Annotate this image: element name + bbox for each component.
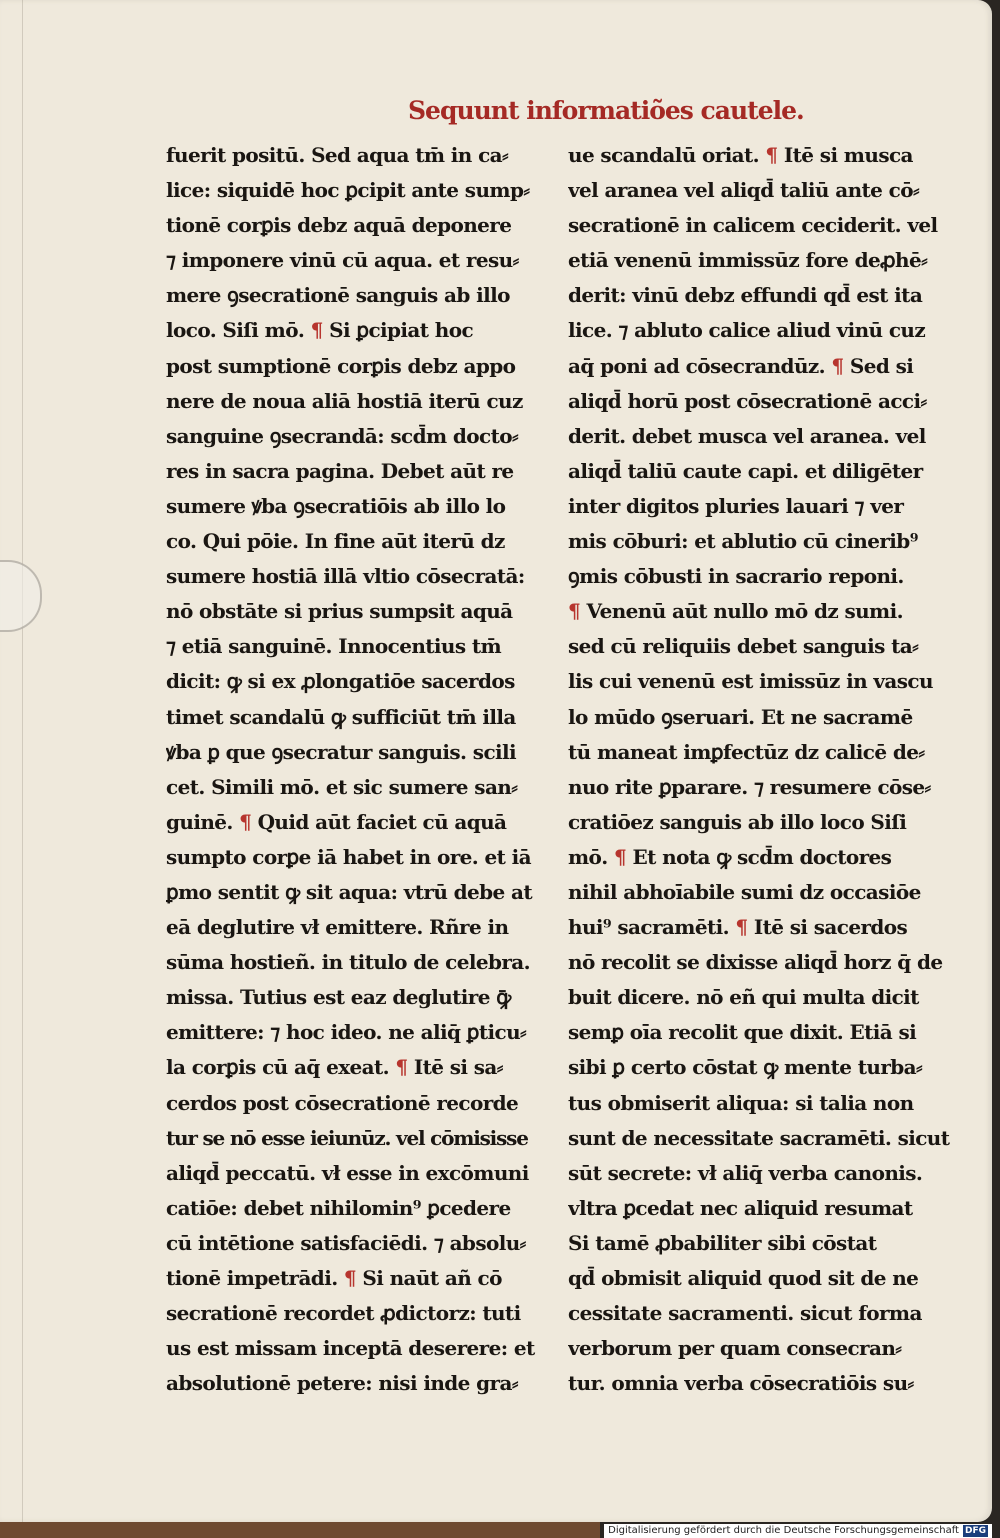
text-line: sed cū reliquiis debet sanguis ta⸗: [568, 634, 919, 659]
text-line: tur se nō esse ieiunūz. vel cōmisisse: [166, 1125, 528, 1150]
text-line: mere ꝯsecrationē sanguis ab illo: [166, 283, 510, 308]
text-line: verborum per quam consecran⸗: [568, 1336, 902, 1361]
text-line: nihil abhoīabile sumi dz occasiōe: [568, 879, 921, 904]
text-line: lice: siquidē hoc ꝑcipit ante sump⸗: [166, 178, 530, 203]
text-line: sunt de necessitate sacramēti. sicut: [568, 1125, 950, 1150]
text-line: sumere ꝟba ꝯsecratiōis ab illo lo: [166, 493, 506, 518]
paragraph-mark: ¶: [765, 143, 778, 167]
text-line: tus obmiserit aliqua: si talia non: [568, 1090, 914, 1115]
text-line: hui⁹ sacramēti. ¶ Itē si sacerdos: [568, 915, 908, 940]
dfg-logo: DFG: [964, 1526, 986, 1536]
text-line: cerdos post cōsecrationē recorde: [166, 1090, 519, 1115]
text-line: sanguine ꝯsecrandā: scd̄m docto⸗: [166, 423, 519, 448]
text-line: nō recolit se dixisse aliqd̄ horz q̄ de: [568, 950, 943, 975]
text-line: ue scandalū oriat. ¶ Itē si musca: [568, 143, 913, 167]
page-clip: [0, 560, 42, 632]
text-line: nere de noua aliā hostiā iterū cuz: [166, 388, 523, 413]
digitization-credit: [604, 1524, 992, 1538]
text-column-left: [166, 138, 548, 1401]
paragraph-mark: ¶: [614, 844, 627, 869]
text-line: vel aranea vel aliqd̄ taliū ante cō⸗: [568, 178, 920, 203]
text-line: mis cōburi: et ablutio cū cinerib⁹: [568, 529, 918, 554]
text-line: ꝑmo sentit ꝙ sit aqua: vtrū debe at: [166, 879, 533, 904]
text-column-right: [568, 138, 950, 1401]
text-line: nuo rite ꝑparare. ⁊ resumere cōse⸗: [568, 774, 931, 799]
text-line: Si tamē ꝓbabiliter sibi cōstat: [568, 1230, 877, 1255]
credit-text: Digitalisierung gefördert durch die Deutsche Forschungsgemeinschaft: [608, 1525, 959, 1536]
paragraph-mark: ¶: [239, 809, 252, 834]
text-line: guinē. ¶ Quid aūt faciet cū aquā: [166, 809, 507, 834]
text-line: sibi ꝑ certo cōstat ꝙ mente turba⸗: [568, 1055, 923, 1080]
text-line: buit dicere. nō eñ qui multa dicit: [568, 985, 919, 1010]
paragraph-mark: ¶: [310, 318, 323, 343]
paragraph-mark: ¶: [735, 915, 748, 940]
text-line: cū intētione satisfaciēdi. ⁊ absolu⸗: [166, 1230, 526, 1255]
running-head: Sequunt informatiões cautele.: [408, 96, 804, 125]
text-line: sumpto corꝑe iā habet in ore. et iā: [166, 844, 531, 869]
text-line: ⁊ etiā sanguinē. Innocentius tm̄: [166, 634, 502, 659]
text-line: tionē corꝑis debz aquā deponere: [166, 213, 512, 238]
text-line: sūma hostieñ. in titulo de celebra.: [166, 950, 531, 975]
text-line: cessitate sacramenti. sicut forma: [568, 1301, 922, 1326]
text-line: etiā venenū immissūz fore deꝓhē⸗: [568, 248, 928, 273]
text-line: lis cui venenū est imissūz in vascu: [568, 669, 933, 694]
text-line: cet. Simili mō. et sic sumere san⸗: [166, 774, 518, 799]
paragraph-mark: ¶: [568, 599, 581, 624]
text-line: derit. debet musca vel aranea. vel: [568, 423, 926, 448]
text-line: lice. ⁊ abluto calice aliud vinū cuz: [568, 318, 926, 343]
text-line: post sumptionē corꝑis debz appo: [166, 353, 516, 378]
text-line: ꝯmis cōbusti in sacrario reponi.: [568, 564, 904, 589]
text-line: vltra ꝑcedat nec aliquid resumat: [568, 1195, 913, 1220]
text-line: aliqd̄ peccatū. vł esse in excōmuni: [166, 1160, 529, 1185]
text-line: aq̄ poni ad cōsecrandūz. ¶ Sed si: [568, 353, 914, 378]
text-line: sumere hostiā illā vltio cōsecratā:: [166, 564, 525, 589]
text-line: absolutionē petere: nisi inde gra⸗: [166, 1371, 518, 1396]
text-line: inter digitos pluries lauari ⁊ ver: [568, 493, 904, 518]
text-line: ꝟba ꝑ que ꝯsecratur sanguis. scili: [166, 739, 517, 764]
text-line: fuerit positū. Sed aqua tm̄ in ca⸗: [166, 143, 509, 167]
paragraph-mark: ¶: [831, 353, 844, 378]
text-line: derit: vinū debz effundi qd̄ est ita: [568, 283, 923, 308]
text-line: eā deglutire vł emittere. Rñre in: [166, 915, 509, 940]
text-line: loco. Siſi mō. ¶ Si ꝑcipiat hoc: [166, 318, 474, 343]
text-line: tionē impetrādi. ¶ Si naūt añ cō: [166, 1266, 502, 1290]
text-line: semꝑ oīa recolit que dixit. Etiā si: [568, 1020, 917, 1045]
text-line: ⁊ imponere vinū cū aqua. et resu⸗: [166, 248, 519, 273]
paragraph-mark: ¶: [343, 1266, 357, 1290]
text-line: secrationē recordet ꝓdictorz: tuti: [166, 1301, 521, 1326]
text-line: timet scandalū ꝙ sufficiūt tm̄ illa: [166, 704, 516, 729]
text-line: nō obstāte si prius sumpsit aquā: [166, 599, 513, 624]
text-line: us est missam inceptā deserere: et: [166, 1336, 535, 1361]
text-line: ¶ Venenū aūt nullo mō dz sumi.: [568, 599, 903, 624]
text-line: cratiōez sanguis ab illo loco Siſi: [568, 809, 907, 834]
text-line: secrationē in calicem ceciderit. vel: [568, 213, 938, 238]
text-line: aliqd̄ taliū caute capi. et diligēter: [568, 458, 923, 483]
gutter-line: [22, 0, 23, 1522]
text-line: tur. omnia verba cōsecratiōis su⸗: [568, 1371, 914, 1396]
text-line: catiōe: debet nihilomin⁹ ꝑcedere: [166, 1195, 511, 1220]
text-line: lo mūdo ꝯseruari. Et ne sacramē: [568, 704, 913, 729]
text-line: tū maneat imꝑfectūz dz calicē de⸗: [568, 739, 925, 764]
text-line: mō. ¶ Et nota ꝙ scd̄m doctores: [568, 844, 892, 869]
text-line: aliqd̄ horū post cōsecrationē acci⸗: [568, 388, 927, 413]
text-line: co. Qui pōie. In fine aūt iterū dz: [166, 529, 505, 554]
text-line: missa. Tutius est eaz deglutire ꝙ̄: [166, 985, 511, 1010]
text-line: dicit: ꝙ si ex ꝓlongatiōe sacerdos: [166, 669, 515, 694]
text-line: sūt secrete: vł aliq̄ verba canonis.: [568, 1160, 923, 1185]
text-line: qd̄ obmisit aliquid quod sit de ne: [568, 1266, 919, 1290]
text-line: la corꝑis cū aq̄ exeat. ¶ Itē si sa⸗: [166, 1055, 503, 1080]
text-line: res in sacra pagina. Debet aūt re: [166, 458, 514, 483]
text-line: emittere: ⁊ hoc ideo. ne aliq̄ ꝑticu⸗: [166, 1020, 527, 1045]
paragraph-mark: ¶: [395, 1055, 408, 1080]
book-edge-strip: [0, 1522, 600, 1538]
